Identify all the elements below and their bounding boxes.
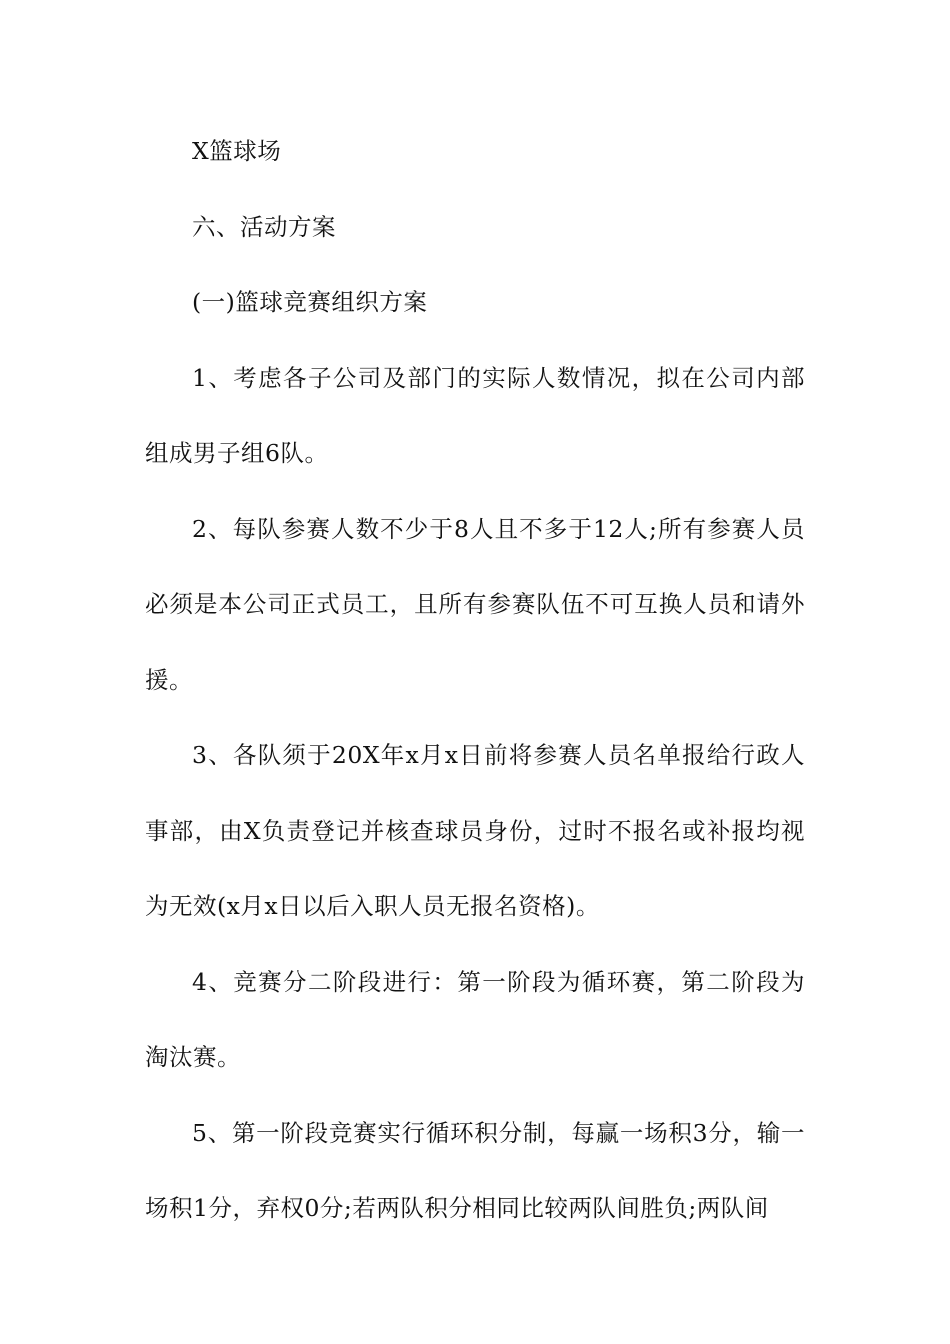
paragraph-item-1: 1、考虑各子公司及部门的实际人数情况，拟在公司内部组成男子组6队。 — [145, 363, 805, 467]
paragraph-item-3: 3、各队须于20X年x月x日前将参赛人员名单报给行政人事部，由X负责登记并核查球员身份，过时不报名或补报均视为无效(x月x日以后入职人员无报名资格)。 — [145, 741, 805, 920]
paragraph-item-4: 4、竞赛分二阶段进行：第一阶段为循环赛，第二阶段为淘汰赛。 — [145, 967, 805, 1071]
venue-line: X篮球场 — [192, 137, 282, 165]
paragraph-item-2: 2、每队参赛人数不少于8人且不多于12人;所有参赛人员必须是本公司正式员工，且所有参赛队伍不可互换人员和请外援。 — [145, 514, 805, 694]
section-heading-activity-plan: 六、活动方案 — [192, 212, 336, 241]
paragraph-item-5: 5、第一阶段竞赛实行循环积分制，每赢一场积3分，输一场积1分，弃权0分;若两队积分相同比较两队间胜负;两队间 — [145, 1118, 805, 1222]
document-body — [145, 114, 805, 1247]
subsection-heading-organization: (一)篮球竞赛组织方案 — [192, 288, 428, 316]
